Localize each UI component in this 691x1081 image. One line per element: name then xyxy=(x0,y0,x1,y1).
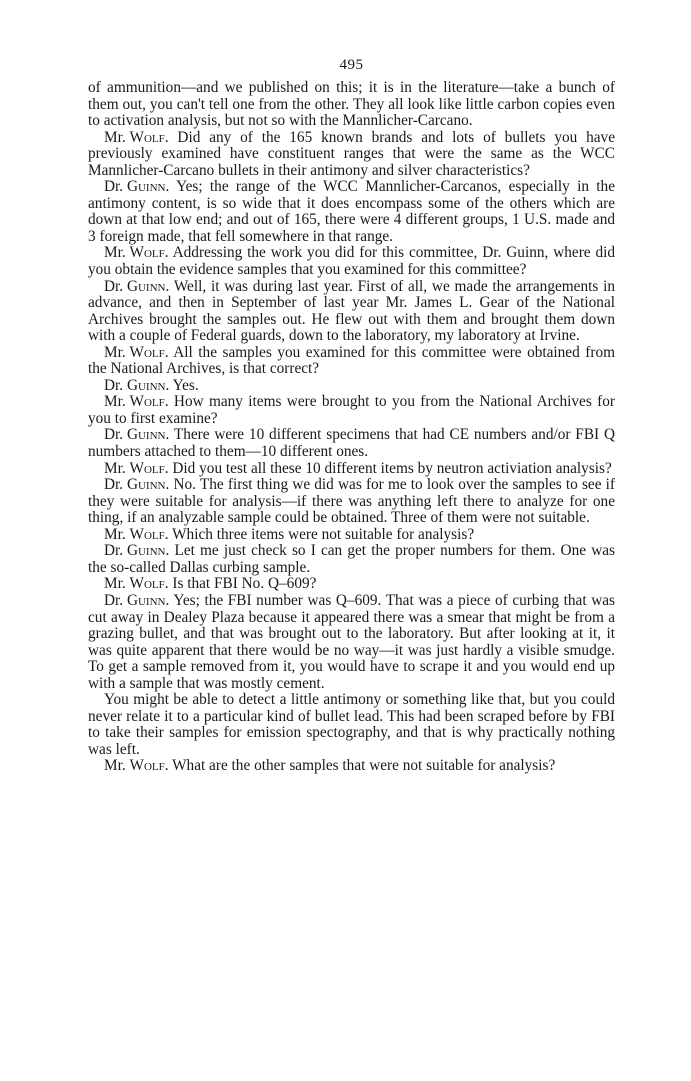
paragraph-text: What are the other samples that were not suitable for analysis? xyxy=(172,757,556,775)
speaker-name: Guinn. xyxy=(126,277,170,295)
speaker-title: Mr. xyxy=(104,757,126,775)
speaker-name: Guinn. xyxy=(126,426,170,444)
speaker-name: Wolf. xyxy=(129,757,169,775)
speaker-name: Guinn. xyxy=(126,591,170,609)
transcript-paragraph xyxy=(88,593,615,692)
transcript-paragraph xyxy=(88,378,615,395)
speaker-title: Mr. xyxy=(104,128,126,146)
speaker-name: Wolf. xyxy=(129,575,169,593)
speaker-title: Dr. xyxy=(104,426,124,444)
transcript-paragraph xyxy=(88,543,615,576)
transcript-paragraph xyxy=(88,179,615,245)
transcript-paragraph xyxy=(88,80,615,130)
speaker-title: Mr. xyxy=(104,393,126,411)
speaker-title: Dr. xyxy=(104,178,124,196)
speaker-title: Mr. xyxy=(104,343,126,361)
paragraph-text: of ammunition—and we published on this; it is in the literature—take a bunch of them out, you can't tell one from the other. They all look like little carbon copies even to activation analysis, but not so with the Mannlicher-Carcano. xyxy=(88,79,615,130)
speaker-name: Guinn. xyxy=(126,178,170,196)
paragraph-text: There were 10 different specimens that had CE numbers and/or FBI Q numbers attached to them—10 different ones. xyxy=(88,426,615,461)
paragraph-text: Yes. xyxy=(172,376,199,394)
transcript-paragraph xyxy=(88,345,615,378)
transcript-paragraph xyxy=(88,477,615,527)
transcript-paragraph xyxy=(88,394,615,427)
transcript-paragraph xyxy=(88,576,615,593)
paragraph-text: Did any of the 165 known brands and lots of bullets you have previously examined have constituent ranges that were the same as the WCC Mannlicher-Carcano bullets in their antimony and silver characteristics? xyxy=(88,128,615,179)
paragraph-text: How many items were brought to you from the National Archives for you to first examine? xyxy=(88,393,615,427)
paragraph-text: Yes; the range of the WCC Mannlicher-Carcanos, especially in the antimony content, is so wide that it does encompass some of the others which are down at that low end; and out of 165, there were 4 different groups, 1 U.S. made and 3 foreign made, that fell somewhere in that range. xyxy=(88,178,615,245)
transcript-paragraph xyxy=(88,527,615,544)
speaker-title: Mr. xyxy=(104,525,126,543)
paragraph-text: No. The first thing we did was for me to look over the samples to see if they were suitable for analysis—if there was anything left there to analyze for one thing, if an analyzable sample could be obtained. Three of them were not suitable. xyxy=(88,476,615,527)
speaker-name: Wolf. xyxy=(129,244,169,262)
paragraph-text: Is that FBI No. Q–609? xyxy=(172,575,317,593)
paragraph-text: All the samples you examined for this committee were obtained from the National Archives, is that correct? xyxy=(88,343,616,378)
speaker-title: Dr. xyxy=(104,476,124,494)
transcript-paragraph xyxy=(88,427,615,460)
transcript-paragraph xyxy=(88,279,615,345)
paragraph-text: Which three items were not suitable for analysis? xyxy=(172,525,475,543)
speaker-name: Wolf. xyxy=(129,525,169,543)
speaker-name: Wolf. xyxy=(129,128,169,146)
transcript-paragraph xyxy=(88,692,615,758)
paragraph-text: Did you test all these 10 different items by neutron activiation analysis? xyxy=(172,459,612,477)
paragraph-text: Well, it was during last year. First of all, we made the arrangements in advance, and then in September of last year Mr. James L. Gear of the National Archives brought the samples out. He flew out with them and brought them down with a couple of Federal guards, down to the laboratory, my laboratory at Irvine. xyxy=(88,277,615,345)
speaker-name: Guinn. xyxy=(126,542,170,560)
speaker-title: Dr. xyxy=(104,277,124,295)
paragraph-text: You might be able to detect a little antimony or something like that, but you could never relate it to a particular kind of bullet lead. This had been scraped before by FBI to take their samples for emission spectography, and that is why practically nothing was left. xyxy=(88,691,615,758)
speaker-name: Guinn. xyxy=(126,476,170,494)
speaker-name: Wolf. xyxy=(129,393,169,411)
paragraph-text: Yes; the FBI number was Q–609. That was a piece of curbing that was cut away in Dealey Plaza because it appeared there was a smear that might be from a grazing bullet, and that was brought out to the laboratory. But after looking at it, it was quite apparent that there would be no way—it was just hardly a visible smudge. To get a sample removed from it, you would have to scrape it and you would end up with a sample that was mostly cement. xyxy=(88,591,615,692)
speaker-title: Mr. xyxy=(104,244,126,262)
speaker-title: Mr. xyxy=(104,575,126,593)
speaker-title: Mr. xyxy=(104,459,126,477)
speaker-name: Wolf. xyxy=(129,459,169,477)
paragraph-text: Let me just check so I can get the proper numbers for them. One was the so-called Dallas curbing sample. xyxy=(88,542,615,576)
transcript-paragraph xyxy=(88,245,615,278)
speaker-name: Guinn. xyxy=(126,376,170,394)
speaker-title: Dr. xyxy=(104,591,124,609)
page-number: 495 xyxy=(339,57,364,73)
paragraph-text: Addressing the work you did for this committee, Dr. Guinn, where did you obtain the evidence samples that you examined for this committee? xyxy=(88,244,616,279)
transcript-paragraph xyxy=(88,130,615,180)
transcript-body xyxy=(88,80,615,775)
transcript-paragraph xyxy=(88,758,615,775)
speaker-title: Dr. xyxy=(104,376,124,394)
speaker-title: Dr. xyxy=(104,542,124,560)
transcript-paragraph xyxy=(88,461,615,478)
speaker-name: Wolf. xyxy=(129,343,169,361)
